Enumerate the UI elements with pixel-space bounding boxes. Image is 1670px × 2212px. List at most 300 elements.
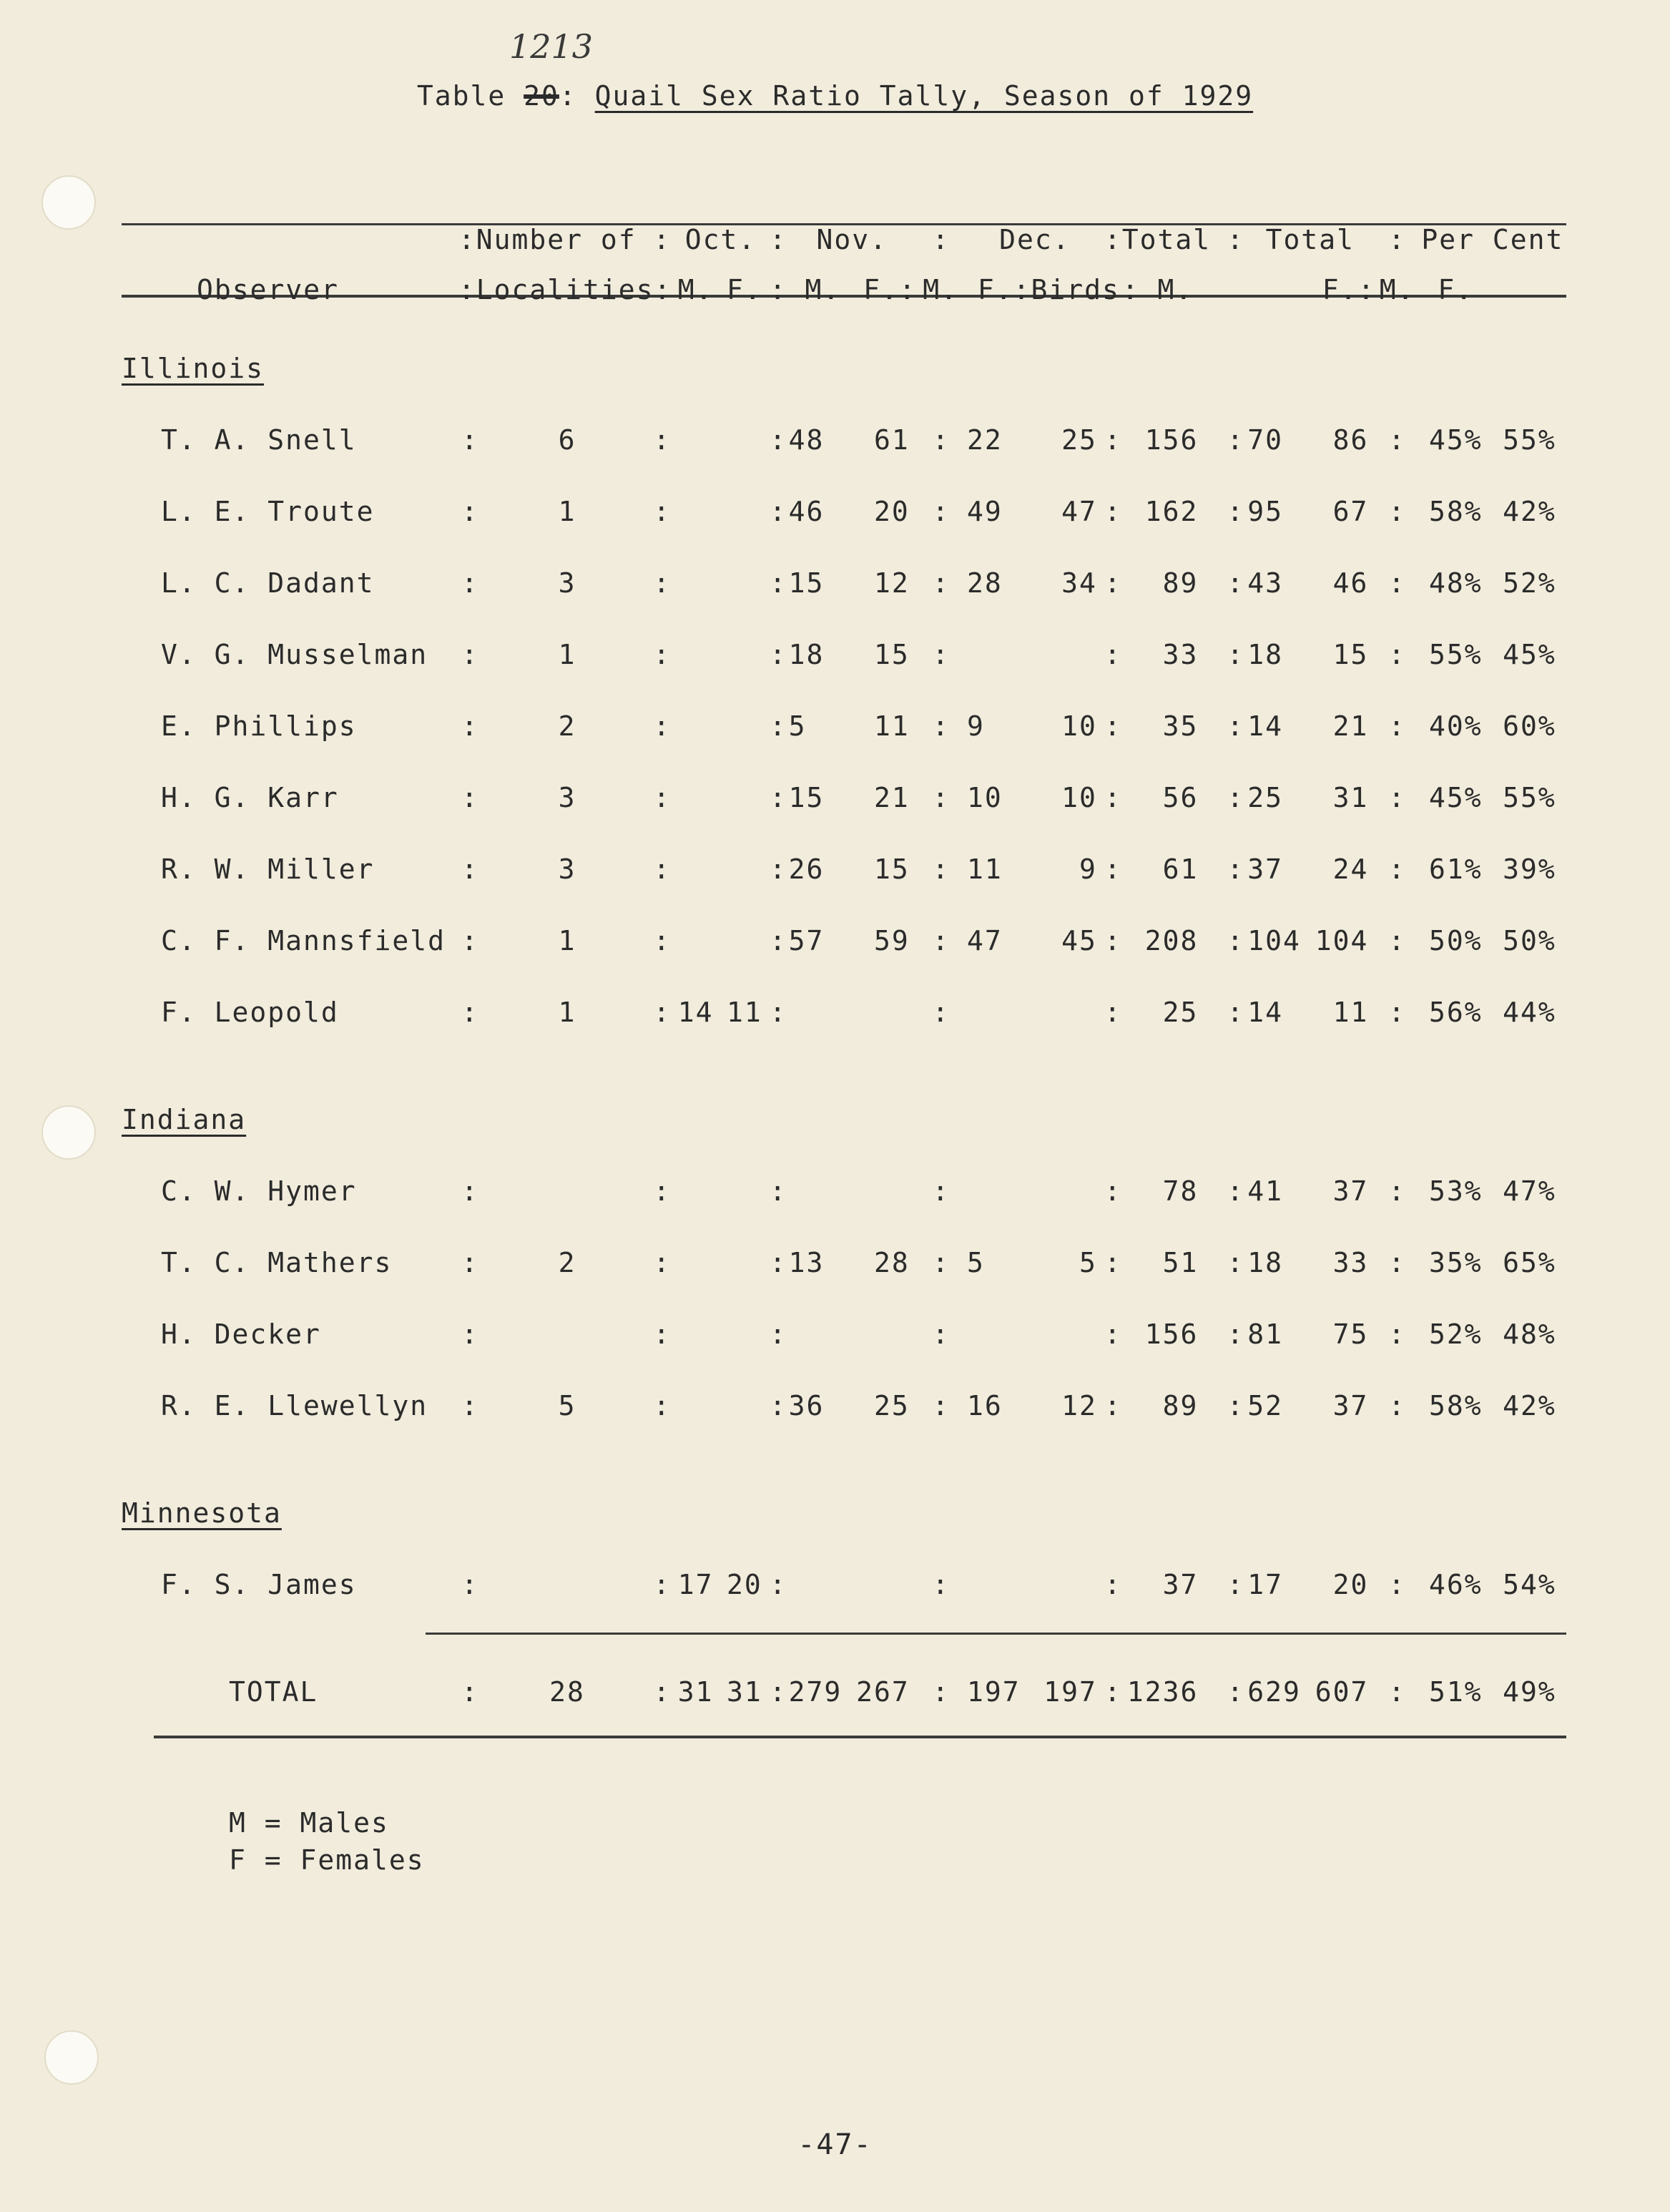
column-divider: : [1104,1175,1122,1207]
column-divider: : [461,1175,479,1207]
oct-males [672,422,720,458]
header-dec-f: F.: [977,274,1031,305]
column-divider: : [653,782,672,813]
column-divider: : [461,496,479,527]
column-divider: : [1227,1390,1245,1421]
column-divider: : [461,925,479,956]
nov-females: 11 [874,710,910,742]
column-divider: : [461,782,479,813]
nov-males: 48 [788,424,825,456]
column-divider: : [461,567,479,599]
nov-males: 5 [788,710,807,742]
observer-name: C. W. Hymer [161,1175,357,1207]
percent-females: 49% [1503,1676,1556,1708]
percent-males: 56% [1428,997,1483,1028]
column-divider: : [461,1390,479,1421]
column-divider: : [1227,853,1245,885]
column-divider: : [1388,567,1407,599]
observer-name: H. G. Karr [161,782,339,813]
column-divider: : [653,496,672,527]
column-divider: : [1388,1390,1407,1421]
binder-hole-bottom [44,2030,99,2085]
header-nov-f: F.: [863,274,917,305]
header-pct-f: F. [1438,274,1474,305]
observer-name: H. Decker [161,1318,321,1350]
percent-females: 55% [1503,424,1556,456]
column-divider: : [1104,853,1122,885]
oct-females [721,780,770,816]
localities-count: 1 [558,639,576,670]
table-row [122,923,1566,959]
column-divider: : [1388,424,1407,456]
observer-name: C. F. Mannsfield [161,925,446,956]
column-divider: : [932,496,951,527]
dec-males: 5 [966,1247,985,1278]
percent-females: 60% [1503,710,1556,742]
column-divider: : [932,424,951,456]
column-divider: : [932,925,951,956]
table-row [122,1245,1566,1281]
total-birds: 156 [1144,424,1199,456]
column-divider: : [653,1569,672,1600]
oct-males [672,780,720,816]
column-divider: : [1104,1569,1122,1600]
separator-row [122,1352,1566,1388]
column-divider: : [461,1569,479,1600]
table-row [122,1173,1566,1209]
percent-females: 65% [1503,1247,1556,1278]
dec-males: 197 [966,1676,1021,1708]
percent-females: 54% [1503,1569,1556,1600]
observer-name: L. C. Dadant [161,567,375,599]
total-males: 81 [1247,1318,1284,1350]
total-males: 18 [1247,1247,1284,1278]
total-top-rule [426,1633,1566,1635]
localities-count: 2 [558,1247,576,1278]
percent-males: 58% [1428,1390,1483,1421]
dec-females: 34 [1061,567,1097,599]
column-divider: : [1227,639,1245,670]
header-tot-m: : M. [1121,274,1194,305]
separator-row [122,386,1566,422]
column-divider: : [461,424,479,456]
total-females: 86 [1332,424,1369,456]
page-title [0,80,1670,112]
column-divider: : [461,853,479,885]
column-divider: : [932,1676,951,1708]
column-divider: : [1227,1318,1245,1350]
localities-count [482,1173,653,1209]
header-per-cent: Per Cent [1421,224,1564,255]
oct-females [721,851,770,887]
separator-row [122,601,1566,637]
column-divider: : [1104,710,1122,742]
localities-count: 1 [558,997,576,1028]
header-tot-f: F.: [1322,274,1376,305]
dec-females [1031,994,1104,1030]
state-heading: Minnesota [122,1497,282,1529]
column-divider: : [1104,1390,1122,1421]
oct-females: 31 [726,1676,762,1708]
oct-males [672,494,720,529]
nov-females: 267 [856,1676,910,1708]
dec-females: 9 [1079,853,1097,885]
localities-count [482,1567,653,1602]
separator-row [122,315,1566,351]
column-divider: : [1227,1175,1245,1207]
state-heading-row [122,1102,1566,1137]
oct-females [721,565,770,601]
separator-row [122,1531,1566,1567]
total-males: 43 [1247,567,1284,599]
title-colon: : [559,80,595,112]
column-divider: : [1388,1247,1407,1278]
nov-males [787,1173,853,1209]
dec-females: 197 [1043,1676,1097,1708]
column-divider: : [1104,1676,1122,1708]
total-bottom-rule [154,1736,1566,1738]
dec-males: 9 [966,710,985,742]
column-divider: : [769,496,787,527]
state-heading: Indiana [122,1104,247,1135]
separator-row [122,458,1566,494]
total-birds: 51 [1162,1247,1199,1278]
legend-females: F = Females [229,1844,425,1876]
column-divider: : [653,1318,672,1350]
percent-males: 51% [1428,1676,1483,1708]
total-males: 25 [1247,782,1284,813]
nov-females: 15 [874,853,910,885]
header-oct: Oct. [684,224,757,255]
column-divider: : [932,997,951,1028]
column-divider: : [769,853,787,885]
nov-males: 36 [788,1390,825,1421]
nov-males [787,1316,853,1352]
table-row [122,422,1566,458]
total-males: 37 [1247,853,1284,885]
column-divider: : [461,1247,479,1278]
table-row [122,494,1566,529]
observer-name: F. Leopold [161,997,339,1028]
total-females: 31 [1332,782,1369,813]
binder-hole-middle [41,1105,96,1160]
total-females: 37 [1332,1175,1369,1207]
observer-name: V. G. Musselman [161,639,428,670]
percent-females: 47% [1503,1175,1556,1207]
column-divider: : [1104,925,1122,956]
nov-females [853,1316,917,1352]
total-males: 104 [1247,925,1301,956]
nov-females [853,1567,917,1602]
nov-females: 61 [874,424,910,456]
column-divider: : [769,1676,787,1708]
column-divider: : [932,567,951,599]
nov-males: 279 [788,1676,843,1708]
header-localities-2: :Localities: [458,274,672,305]
table-row [122,994,1566,1030]
nov-males [787,1567,853,1602]
separator-row [122,1281,1566,1316]
dec-females: 10 [1061,710,1097,742]
oct-males [672,565,720,601]
sex-ratio-table [122,215,1566,1710]
column-divider: : [769,1569,787,1600]
header-row-1: :Number of : Oct. : Nov. : Dec. :Total : Total : Per Cent [122,215,1566,265]
oct-males: 14 [677,997,714,1028]
total-females: 46 [1332,567,1369,599]
column-divider: : [1104,782,1122,813]
table-row [122,851,1566,887]
column-divider: : [769,997,787,1028]
oct-males [672,1173,720,1209]
column-divider: : [1388,853,1407,885]
separator-row [122,672,1566,708]
header-total-birds-1: :Total [1104,224,1212,255]
column-divider: : [769,639,787,670]
separator-row [122,1066,1566,1102]
total-males: 18 [1247,639,1284,670]
total-birds: 35 [1162,710,1199,742]
oct-males: 17 [677,1569,714,1600]
total-females: 607 [1315,1676,1369,1708]
table-row [122,1388,1566,1424]
localities-count: 5 [558,1390,576,1421]
nov-females: 12 [874,567,910,599]
column-divider: : [1104,1247,1122,1278]
column-divider: : [1227,567,1245,599]
total-birds: 208 [1144,925,1199,956]
localities-count: 1 [558,925,576,956]
total-males: 95 [1247,496,1284,527]
column-divider: : [932,710,951,742]
oct-females [721,1245,770,1281]
dec-males: 47 [966,925,1003,956]
column-divider: : [653,853,672,885]
localities-count: 3 [558,782,576,813]
observer-name: E. Phillips [161,710,357,742]
dec-males: 22 [966,424,1003,456]
percent-females: 50% [1503,925,1556,956]
total-females: 33 [1332,1247,1369,1278]
column-divider: : [1104,997,1122,1028]
column-divider: : [769,925,787,956]
localities-count: 28 [549,1676,585,1708]
column-divider: : [1227,925,1245,956]
total-females: 21 [1332,710,1369,742]
percent-females: 42% [1503,496,1556,527]
percent-males: 50% [1428,925,1483,956]
header-oct-m: M. [677,274,714,305]
column-divider: : [1388,710,1407,742]
table-row [122,1316,1566,1352]
state-heading-row [122,1495,1566,1531]
column-divider: : [932,853,951,885]
header-nov: Nov. [816,224,888,255]
column-divider: : [769,782,787,813]
percent-males: 48% [1428,567,1483,599]
total-birds: 89 [1162,1390,1199,1421]
oct-females [721,708,770,744]
total-row [122,1674,1566,1710]
dec-females: 12 [1061,1390,1097,1421]
dec-females: 10 [1061,782,1097,813]
header-dec-m: M. [923,274,958,305]
separator-row [122,1638,1566,1674]
oct-females [721,422,770,458]
column-divider: : [1104,567,1122,599]
state-heading-row [122,351,1566,386]
dec-males [966,1316,1031,1352]
column-divider: : [1227,1676,1245,1708]
dec-females: 5 [1079,1247,1097,1278]
column-divider: : [653,1390,672,1421]
oct-males [672,1316,720,1352]
nov-females: 21 [874,782,910,813]
oct-males [672,708,720,744]
table-body [122,315,1566,1710]
percent-males: 55% [1428,639,1483,670]
nov-males: 57 [788,925,825,956]
total-females: 37 [1332,1390,1369,1421]
oct-males: 31 [677,1676,714,1708]
column-divider: : [653,567,672,599]
table-row [122,565,1566,601]
header-oct-f: F. [726,274,762,305]
dec-males [966,994,1031,1030]
column-divider: : [653,1247,672,1278]
dec-males: 49 [966,496,1003,527]
total-birds: 89 [1162,567,1199,599]
table-row [122,637,1566,672]
total-females: 75 [1332,1318,1369,1350]
dec-females: 25 [1061,424,1097,456]
localities-count: 6 [558,424,576,456]
total-males: 629 [1247,1676,1301,1708]
percent-females: 39% [1503,853,1556,885]
column-divider: : [1388,925,1407,956]
percent-females: 55% [1503,782,1556,813]
total-females: 15 [1332,639,1369,670]
oct-females [721,923,770,959]
dec-males [966,1173,1031,1209]
total-males: 41 [1247,1175,1284,1207]
column-divider: : [1388,1569,1407,1600]
column-divider: : [461,1318,479,1350]
observer-name: R. W. Miller [161,853,375,885]
oct-females [721,494,770,529]
nov-males: 18 [788,639,825,670]
percent-females: 45% [1503,639,1556,670]
nov-males: 13 [788,1247,825,1278]
separator-row [122,529,1566,565]
localities-count [482,1316,653,1352]
separator-row [122,1459,1566,1495]
column-divider: : [1388,1676,1407,1708]
header-observer: Observer [197,274,340,305]
dec-females: 47 [1061,496,1097,527]
dec-males: 16 [966,1390,1003,1421]
title-prefix: Table [416,80,524,112]
column-divider: : [1388,997,1407,1028]
percent-males: 40% [1428,710,1483,742]
column-divider: : [1388,1318,1407,1350]
nov-males: 15 [788,567,825,599]
oct-males [672,923,720,959]
nov-males: 15 [788,782,825,813]
percent-females: 42% [1503,1390,1556,1421]
nov-males: 26 [788,853,825,885]
header-birds: Birds [1031,274,1120,305]
percent-males: 45% [1428,782,1483,813]
oct-males [672,637,720,672]
separator-row [122,1030,1566,1066]
title-struck-number: 20 [524,80,559,112]
header-row-2 [122,265,1566,315]
handwritten-number: 1213 [509,27,594,66]
legend [229,1804,425,1879]
dec-males: 11 [966,853,1003,885]
page-number: -47- [797,2128,873,2161]
total-females: 104 [1315,925,1369,956]
observer-name: T. A. Snell [161,424,357,456]
binder-hole-top [41,175,96,230]
percent-males: 58% [1428,496,1483,527]
total-males: 14 [1247,710,1284,742]
title-text: Quail Sex Ratio Tally, Season of 1929 [594,80,1254,112]
total-females: 24 [1332,853,1369,885]
oct-females [721,1173,770,1209]
header-total: Total [1265,224,1355,255]
dec-females [1031,637,1104,672]
column-divider: : [653,1676,672,1708]
dec-females: 45 [1061,925,1097,956]
column-divider: : [1227,1569,1245,1600]
total-birds: 78 [1162,1175,1199,1207]
column-divider: : [932,1247,951,1278]
header-nov-m: : M. [769,274,841,305]
total-label: TOTAL [229,1676,318,1708]
column-divider: : [653,997,672,1028]
nov-females [853,1173,917,1209]
total-birds: 33 [1162,639,1199,670]
table-row [122,1567,1566,1602]
separator-row [122,816,1566,851]
nov-females: 59 [874,925,910,956]
separator-row [122,744,1566,780]
percent-females: 52% [1503,567,1556,599]
dec-females [1031,1316,1104,1352]
nov-males [787,994,853,1030]
localities-count: 3 [558,567,576,599]
column-divider: : [1388,1175,1407,1207]
column-divider: : [1227,782,1245,813]
total-females: 20 [1332,1569,1369,1600]
total-females: 67 [1332,496,1369,527]
column-divider: : [461,997,479,1028]
column-divider: : [461,639,479,670]
localities-count: 1 [558,496,576,527]
column-divider: : [769,1175,787,1207]
legend-males: M = Males [229,1807,389,1839]
nov-females [853,994,917,1030]
dec-males: 28 [966,567,1003,599]
oct-males [672,851,720,887]
percent-males: 45% [1428,424,1483,456]
percent-males: 46% [1428,1569,1483,1600]
column-divider: : [769,1390,787,1421]
column-divider: : [1388,782,1407,813]
dec-females [1031,1567,1104,1602]
